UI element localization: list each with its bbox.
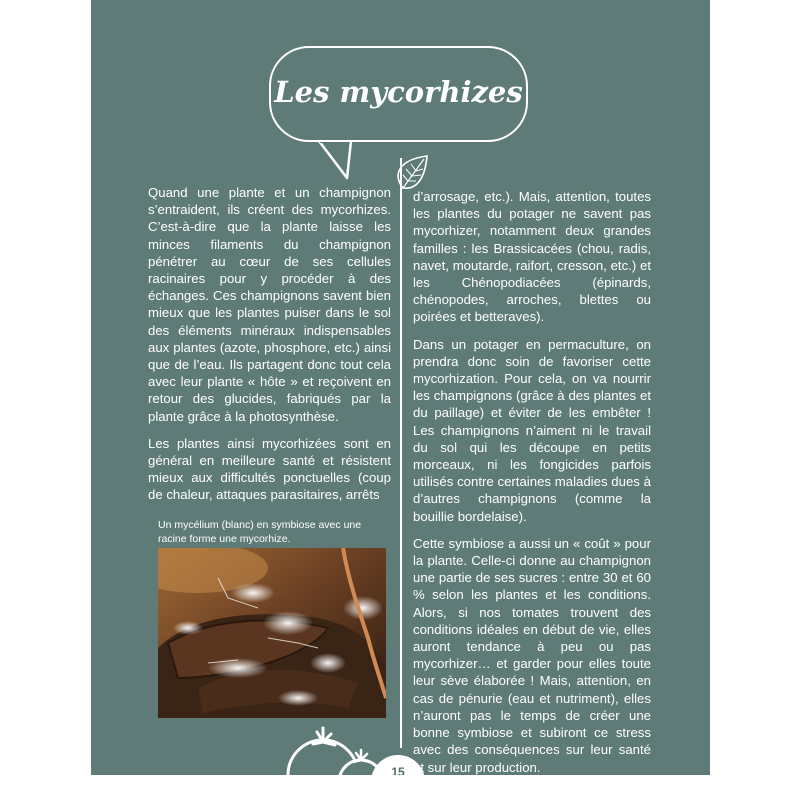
- leaf-icon: [398, 156, 427, 188]
- left-column: [148, 184, 391, 514]
- bubble-tail: [319, 141, 351, 178]
- paragraph: Cette symbiose a aussi un « coût » pour la plante. Celle-ci donne au champignon une partie de ses sucres : entre 30 et 60 % selon les plantes et les conditions. Alors, si nos tomates trouvent des conditions idéales en début de vie, elles auront tendance à peu ou pas mycorhizer… et garder pour elles toute leur sève élaborée ! Mais, attention, en cas de pénurie (eau et nutriment), elles n’auront pas le temps de créer une bonne symbiose et subiront ce stress avec des conséquences sur leur santé et sur leur production.: [413, 535, 651, 775]
- paragraph: Quand une plante et un champignon s’entraident, ils créent des mycorhizes. C’est-à-dire que la plante laisse les minces filaments du champignon pénétrer au cœur de ses cellules racinaires pour y procéder à des échanges. Ces champignons savent bien mieux que les plantes puiser dans le sol des éléments minéraux indispensables aux plantes (azote, phosphore, etc.) ainsi que de l’eau. Ils partagent donc tout cela avec leur plante « hôte » et reçoivent en retour des glucides, fabriqués par la plante grâce à la photosynthèse.: [148, 185, 391, 424]
- page: [91, 0, 710, 775]
- photo-caption: Un mycélium (blanc) en symbiose avec une racine forme une mycorhize.: [158, 519, 362, 545]
- paragraph: Les plantes ainsi mycorhizées sont en général en meilleure santé et résistent mieux aux difficultés ponctuelles (coup de chaleur, attaques parasitaires, arrêts: [148, 435, 391, 503]
- mycelium-photo: [158, 548, 386, 718]
- page-number: 15: [391, 765, 405, 775]
- paragraph: Dans un potager en permaculture, on prendra donc soin de favoriser cette mycorhization. Pour cela, on va nourrir les champignons (grâce à des plantes et du paillage) et éviter de les embêter ! Les champignons n’aiment ni le travail du sol qui les découpe en petits morceaux, ni les fongicides parfois utilisés contre certaines maladies dues à d’autres champignons (comme la bouillie bordelaise).: [413, 336, 651, 524]
- tomato-icon: [288, 728, 383, 775]
- page-title: Les mycorhizes: [274, 75, 523, 109]
- right-column: [413, 188, 651, 775]
- paragraph: d’arrosage, etc.). Mais, attention, toutes les plantes du potager ne savent pas mycorhizer, notamment deux grandes familles : les Brassicacées (chou, radis, navet, moutarde, raifort, cresson, etc.) et les Chénopodiacées (épinards, chénopodes, arroches, blettes ou poirées et betteraves).: [413, 189, 651, 325]
